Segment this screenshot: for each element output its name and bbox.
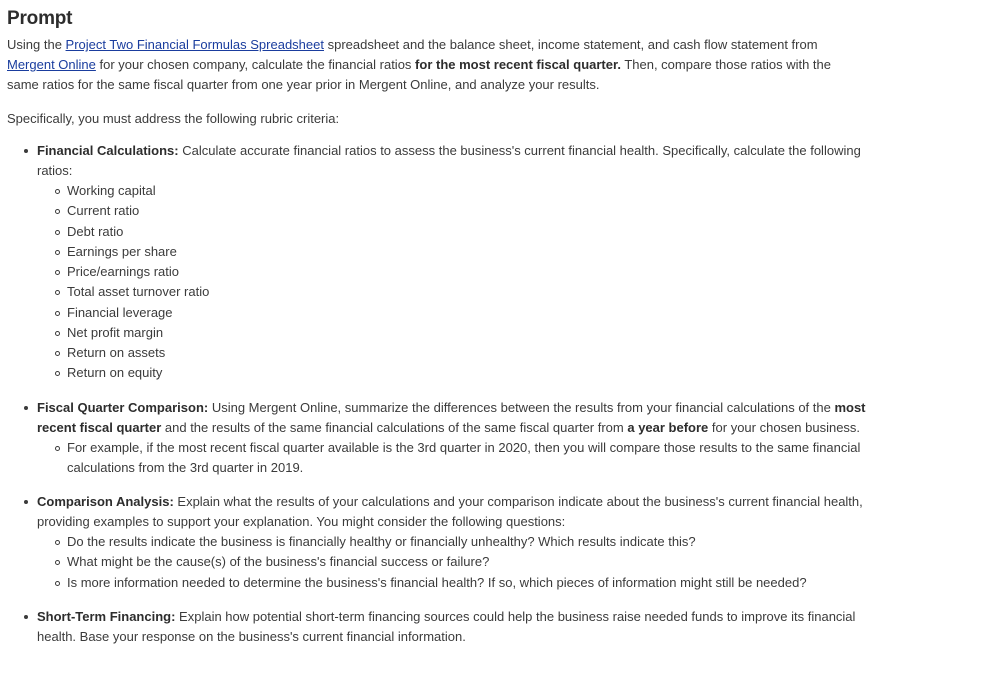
criterion-comparison-analysis	[37, 492, 882, 593]
list-item: Working capital	[67, 181, 882, 201]
example-list	[37, 438, 882, 479]
criterion-text: Explain what the results of your calculations and your comparison indicate about the business's current financial health, providing examples to support your explanation. You might consider the following questions:	[37, 494, 863, 529]
criterion-text: and the results of the same financial calculations of the same fiscal quarter from	[161, 419, 628, 435]
intro-text-4: Then, compare those ratios with the same ratios for the same fiscal quarter from one year prior in Mergent Online, and analyze your results.	[7, 57, 831, 92]
list-item: For example, if the most recent fiscal quarter available is the 3rd quarter in 2020, then you will compare those results to the same financial calculations from the 3rd quarter in 2019.	[67, 438, 882, 479]
rubric-criteria-list	[7, 141, 882, 647]
criterion-fiscal-quarter-comparison	[37, 398, 882, 479]
criterion-text: Calculate accurate financial ratios to assess the business's current financial health. Specifically, calculate the following ratios:	[37, 143, 861, 178]
list-item: Do the results indicate the business is financially healthy or financially unhealthy? Which results indicate this?	[67, 532, 882, 552]
list-item: Current ratio	[67, 201, 882, 221]
intro-text-2: spreadsheet and the balance sheet, income statement, and cash flow statement from	[324, 37, 818, 52]
list-item: Financial leverage	[67, 303, 882, 323]
criterion-bold-text: a year before	[627, 419, 709, 435]
list-item: Price/earnings ratio	[67, 262, 882, 282]
criterion-text: Explain how potential short-term financing sources could help the business raise needed funds to improve its financial health. Base your response on the business's current financial information.	[37, 608, 856, 644]
list-item: Earnings per share	[67, 242, 882, 262]
intro-paragraph	[7, 35, 857, 95]
criterion-label: Short-Term Financing:	[37, 608, 176, 624]
criterion-text: for your chosen business.	[708, 419, 861, 435]
list-item: Return on assets	[67, 343, 882, 363]
criterion-short-term-financing	[37, 607, 882, 647]
criterion-label: Financial Calculations:	[37, 143, 179, 158]
intro-text-1: Using the	[7, 37, 66, 52]
list-item: Return on equity	[67, 363, 882, 383]
list-item: Is more information needed to determine the business's financial health? If so, which pieces of information might still be needed?	[67, 573, 882, 593]
list-item: Total asset turnover ratio	[67, 282, 882, 302]
ratios-list	[37, 181, 882, 384]
list-item: What might be the cause(s) of the business's financial success or failure?	[67, 552, 882, 572]
intro-text-3: for your chosen company, calculate the financial ratios	[95, 57, 416, 72]
criterion-label: Comparison Analysis:	[37, 494, 174, 509]
page-title: Prompt	[7, 8, 73, 29]
specifically-text: Specifically, you must address the following rubric criteria:	[7, 111, 340, 126]
questions-list	[37, 532, 882, 593]
list-item: Debt ratio	[67, 222, 882, 242]
mergent-online-link[interactable]: Mergent Online	[7, 57, 96, 72]
criterion-financial-calculations	[37, 141, 882, 384]
list-item: Net profit margin	[67, 323, 882, 343]
spreadsheet-link[interactable]: Project Two Financial Formulas Spreadsheet	[65, 37, 324, 52]
criterion-bold-text: most recent fiscal quarter	[37, 399, 866, 435]
criterion-text: Using Mergent Online, summarize the differences between the results from your financial calculations of the	[208, 399, 835, 415]
criterion-label: Fiscal Quarter Comparison:	[37, 399, 209, 415]
intro-bold-text: for the most recent fiscal quarter.	[415, 57, 621, 72]
